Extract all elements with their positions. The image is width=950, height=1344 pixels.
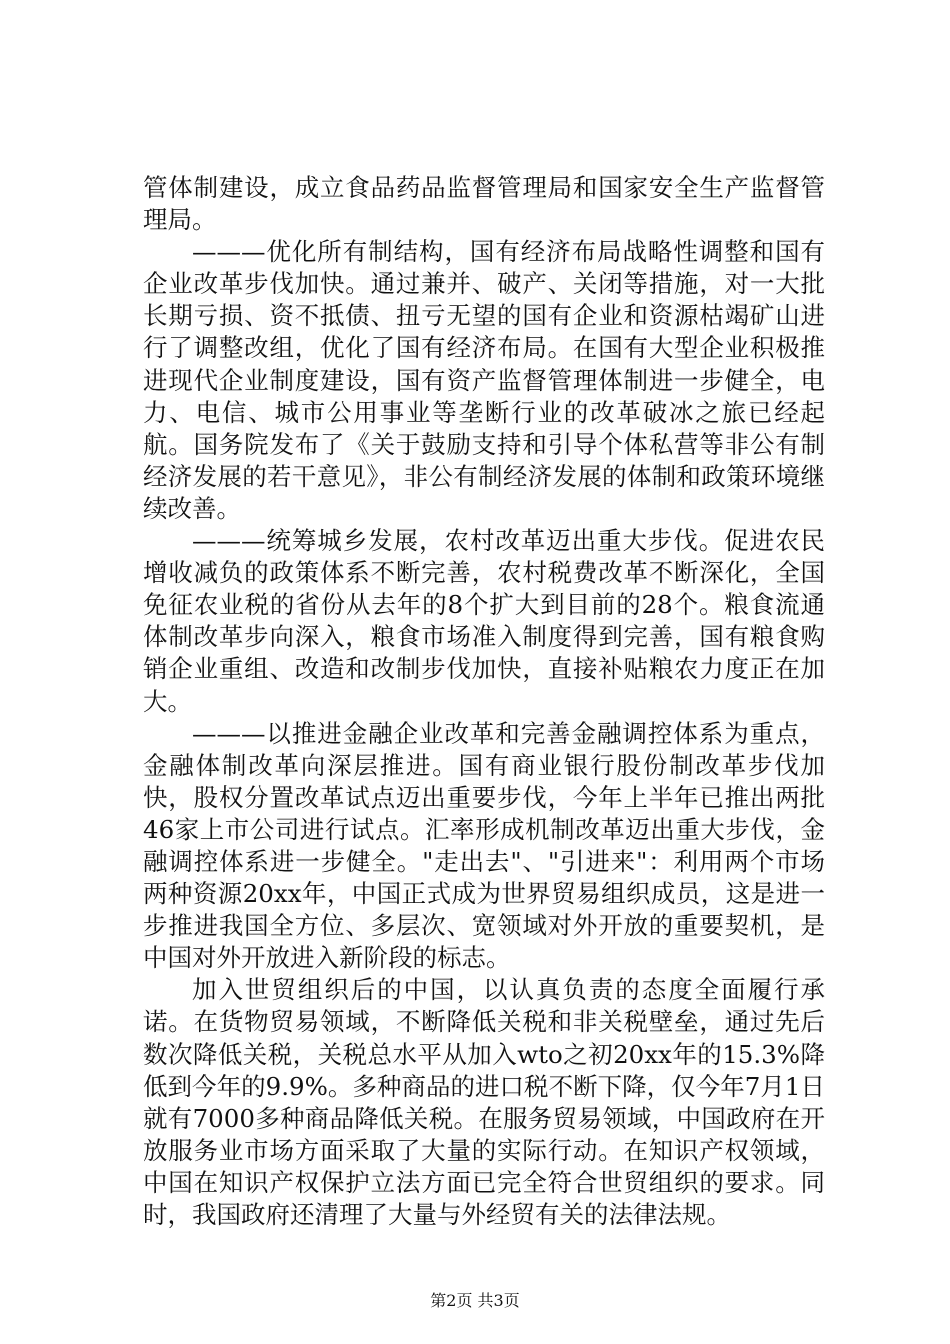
paragraph-ownership-structure: ———优化所有制结构，国有经济布局战略性调整和国有企业改革步伐加快。通过兼并、破产、关闭等措施，对一大批长期亏损、资不抵债、扭亏无望的国有企业和资源枯竭矿山进行了调整改组，优化了国有经济布局。在国有大型企业积极推进现代企业制度建设，国有资产监督管理体制进一步健全，电力、电信、城市公用事业等垄断行业的改革破冰之旅已经起航。国务院发布了《关于鼓励支持和引导个体私营等非公有制经济发展的若干意见》，非公有制经济发展的体制和政策环境继续改善。 [143, 237, 825, 523]
page-number-footer: 第2页 共3页 [430, 1291, 520, 1310]
document-body [143, 172, 825, 1231]
paragraph-rural-reform: ———统筹城乡发展，农村改革迈出重大步伐。促进农民增收减负的政策体系不断完善，农村税费改革不断深化，全国免征农业税的省份从去年的8个扩大到目前的28个。粮食流通体制改革步向深入，粮食市场准入制度得到完善，国有粮食购销企业重组、改造和改制步伐加快，直接补贴粮农力度正在加大。 [143, 526, 825, 716]
paragraph-financial-reform: ———以推进金融企业改革和完善金融调控体系为重点，金融体制改革向深层推进。国有商业银行股份制改革步伐加快，股权分置改革试点迈出重要步伐，今年上半年已推出两批46家上市公司进行试点。汇率形成机制改革迈出重大步伐，金融调控体系进一步健全。"走出去"、"引进来"：利用两个市场两种资源20xx年，中国正式成为世界贸易组织成员，这是进一步推进我国全方位、多层次、宽领域对外开放的重要契机，是中国对外开放进入新阶段的标志。 [143, 718, 825, 973]
paragraph-wto-commitments: 加入世贸组织后的中国，以认真负责的态度全面履行承诺。在货物贸易领域，不断降低关税和非关税壁垒，通过先后数次降低关税，关税总水平从加入wto之初20xx年的15.3%降低到今年的9.9%。多种商品的进口税不断下降，仅今年7月1日就有7000多种商品降低关税。在服务贸易领域，中国政府在开放服务业市场方面采取了大量的实际行动。在知识产权领域，中国在知识产权保护立法方面已完全符合世贸组织的要求。同时，我国政府还清理了大量与外经贸有关的法律法规。 [143, 975, 825, 1229]
paragraph-continuation: 管体制建设，成立食品药品监督管理局和国家安全生产监督管理局。 [143, 173, 825, 235]
